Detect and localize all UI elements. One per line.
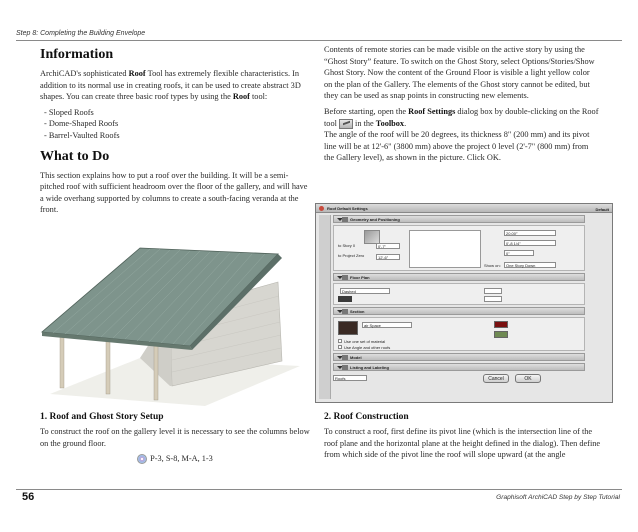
cd-reference [40, 453, 310, 465]
show-on-label: Show on: [484, 263, 501, 268]
pen-field-2[interactable] [484, 296, 502, 302]
roof-parameters-text: The angle of the roof will be 20 degrees, its thickness 8" (200 mm) and its pivot line will be at 12'-6" (3800 mm) above the project 0 level (2'-7" (800 mm) from the Gallery level), as shown in the picture. Click OK. [324, 130, 590, 163]
show-on-select[interactable]: One Story Down [504, 262, 556, 268]
what-to-do-paragraph: This section explains how to put a roof over the building. It will be a semi-pitched roof with sufficient headroom over the floor of the gallery, and will have a wide overhang supported by columns to create a south-facing veranda at the front. [40, 170, 308, 215]
list-item: - Barrel-Vaulted Roofs [44, 130, 120, 140]
list-item: - Dome-Shaped Roofs [44, 119, 119, 129]
ok-button[interactable]: OK [515, 374, 541, 383]
information-paragraph: ArchiCAD's sophisticated Roof Tool has extremely flexible characteristics. In addition to its normal use in creating roofs, it can be used to create abstract 3D shapes. You can create three basic roof types by using the Roof tool: [40, 69, 301, 102]
cut-fill-select[interactable]: air Space [362, 322, 412, 328]
roof-settings-dialog [315, 203, 613, 403]
book-title: Graphisoft ArchiCAD Step by Step Tutorial [496, 494, 620, 501]
section-panel [333, 317, 585, 351]
floor-plan-panel [333, 283, 585, 305]
floor-plan-icon [342, 275, 348, 280]
section-model[interactable]: Model [333, 353, 585, 361]
cd-icon [137, 454, 147, 464]
section-icon [342, 309, 348, 314]
section-floor-plan[interactable]: Floor Plan [333, 273, 585, 281]
cd-reference-text: P-3, S-8, M-A, 1-3 [150, 454, 213, 464]
geometry-icon [342, 217, 348, 222]
angle-checkbox-label: Use Angle and other roofs [344, 345, 391, 350]
roof-angle-field[interactable]: 20.00° [504, 230, 556, 236]
section-roof-ghost-story [40, 411, 310, 465]
section-2-heading: 2. Roof Construction [324, 412, 409, 422]
ghost-story-paragraph: Contents of remote stories can be made visible on the active story by using the “Ghost Story” feature. To switch on the Ghost Story, select Options/Stories/Show Ghost Story. Now the content of the Ground Floor is visible a light yellow color on the plan of the Gallery. The elements of the Ghost story cannot be edited, but they can be used as snap points in constructing new elements. [324, 45, 595, 101]
list-item: - Sloped Roofs [44, 107, 94, 117]
dialog-title-bar [316, 204, 612, 213]
header-divider [16, 40, 622, 41]
roof-offset-field[interactable]: 0" [504, 250, 534, 256]
section-geometry-positioning[interactable]: Geometry and Positioning [333, 215, 585, 223]
left-column [40, 44, 310, 220]
section-1-heading: 1. Roof and Ghost Story Setup [40, 412, 164, 422]
fill-swatch[interactable] [338, 321, 358, 335]
running-title: Step 8: Completing the Building Envelope [16, 30, 146, 37]
section-1-paragraph: To construct the roof on the gallery level it is necessary to see the columns below on the ground floor. [40, 427, 310, 448]
section-2-paragraph: To construct a roof, first define its pivot line (which is the intersection line of the roof plane and the horizontal plane at the height defined in the dialog). Then define from which side of the pivot line the roof will slope upward (at the angle [324, 427, 601, 460]
close-icon[interactable] [319, 206, 324, 211]
section-listing-labeling[interactable]: Listing and Labeling [333, 363, 585, 371]
pivot-height-field[interactable]: 12'-6" [376, 254, 400, 260]
line-type-select[interactable]: Dashed [340, 288, 390, 294]
pen-color-swatch-2[interactable] [494, 331, 508, 338]
cancel-button[interactable]: Cancel [483, 374, 509, 383]
information-heading: Information [40, 47, 114, 62]
material-checkbox[interactable] [338, 339, 342, 343]
right-column [324, 44, 599, 168]
tool-preview-sidebar [319, 215, 331, 399]
pen-color-swatch[interactable] [494, 321, 508, 328]
dialog-footer [333, 373, 585, 385]
geometry-panel [333, 225, 585, 271]
pen-swatch [338, 296, 352, 302]
listing-icon [342, 365, 348, 370]
angle-checkbox[interactable] [338, 345, 342, 349]
what-to-do-heading: What to Do [40, 148, 110, 164]
to-story-label: to Story 0 [338, 243, 356, 248]
dialog-title: Roof Default Settings [327, 206, 368, 211]
page-number: 56 [22, 491, 35, 503]
model-icon [342, 355, 348, 360]
to-project-label: to Project Zero [338, 253, 365, 258]
material-checkbox-label: Use one set of material [344, 339, 386, 344]
roof-preview [409, 230, 481, 268]
roof-thickness-field[interactable]: 0'-8 1/4" [504, 240, 556, 246]
roof-settings-paragraph: Before starting, open the Roof Settings dialog box by double-clicking on the Roof tool in the Toolbox. The angle of the roof will be 20 degrees, its thickness 8" (200 mm) and its pivot line will be at 12'-6" (3800 mm) above the project 0 level (2'-7" (800 mm) from the Gallery level), as shown in the picture. Click OK. [324, 106, 599, 163]
pen-field-1[interactable] [484, 288, 502, 294]
roof-section-icon [364, 230, 380, 244]
section-section[interactable]: Section [333, 307, 585, 315]
default-label: Default [595, 207, 609, 212]
layer-select[interactable]: Roofs [333, 375, 367, 381]
footer-divider [16, 489, 622, 490]
roof-tool-icon [339, 119, 353, 129]
roof-types-list [40, 107, 310, 142]
section-roof-construction [324, 411, 602, 465]
story-offset-field[interactable]: 0'-7" [376, 243, 400, 249]
veranda-roof-illustration [20, 246, 300, 406]
